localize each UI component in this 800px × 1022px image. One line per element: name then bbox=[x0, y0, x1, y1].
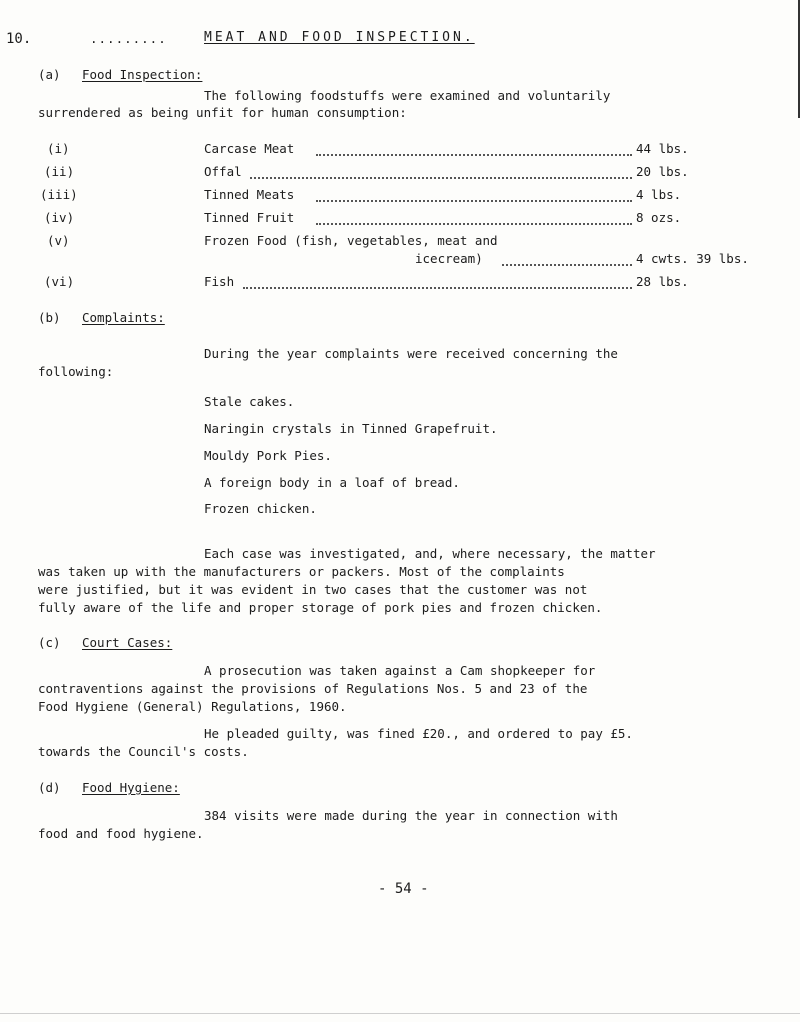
item-quantity: 20 lbs. bbox=[636, 164, 689, 179]
section-d-heading: Food Hygiene: bbox=[82, 780, 180, 795]
item-name: Fish bbox=[204, 274, 235, 289]
dot-leader bbox=[316, 223, 632, 225]
section-a-intro-2: surrendered as being unfit for human consumption: bbox=[38, 105, 407, 120]
item-name-continued: icecream) bbox=[415, 251, 483, 266]
court-paragraph-line: contraventions against the provisions of Regulations Nos. 5 and 23 of the bbox=[38, 681, 588, 696]
court-paragraph-line: A prosecution was taken against a Cam shopkeeper for bbox=[204, 663, 596, 678]
dot-leader bbox=[502, 264, 632, 266]
section-b-label: (b) bbox=[38, 310, 61, 325]
section-d-label: (d) bbox=[38, 780, 61, 795]
complaints-paragraph-line: fully aware of the life and proper storage of pork pies and frozen chicken. bbox=[38, 600, 603, 615]
item-name: Frozen Food (fish, vegetables, meat and bbox=[204, 233, 498, 248]
section-a-heading: Food Inspection: bbox=[82, 67, 203, 82]
item-number: (i) bbox=[47, 141, 70, 156]
scan-artifact-line bbox=[0, 1013, 800, 1014]
item-number: (iv) bbox=[44, 210, 75, 225]
item-quantity: 44 lbs. bbox=[636, 141, 689, 156]
item-name: Tinned Meats bbox=[204, 187, 295, 202]
complaint-item: Mouldy Pork Pies. bbox=[204, 448, 332, 463]
item-name: Tinned Fruit bbox=[204, 210, 295, 225]
dot-leader bbox=[243, 287, 632, 289]
dot-leader bbox=[316, 154, 632, 156]
complaints-paragraph-line: Each case was investigated, and, where necessary, the matter bbox=[204, 546, 656, 561]
item-name: Offal bbox=[204, 164, 242, 179]
complaint-item: Naringin crystals in Tinned Grapefruit. bbox=[204, 421, 498, 436]
section-title: MEAT AND FOOD INSPECTION. bbox=[204, 30, 475, 45]
hygiene-paragraph-line: food and food hygiene. bbox=[38, 826, 204, 841]
complaints-paragraph-line: were justified, but it was evident in two cases that the customer was not bbox=[38, 582, 588, 597]
page-number-footer: - 54 - bbox=[378, 881, 429, 897]
item-name: Carcase Meat bbox=[204, 141, 295, 156]
item-quantity: 4 lbs. bbox=[636, 187, 682, 202]
court-paragraph-line: He pleaded guilty, was fined £20., and ordered to pay £5. bbox=[204, 726, 633, 741]
dot-leader bbox=[250, 177, 632, 179]
item-number: (ii) bbox=[44, 164, 75, 179]
item-number: (v) bbox=[47, 233, 70, 248]
item-number: (vi) bbox=[44, 274, 75, 289]
item-number: (iii) bbox=[40, 187, 78, 202]
section-a-label: (a) bbox=[38, 67, 61, 82]
item-quantity: 28 lbs. bbox=[636, 274, 689, 289]
complaint-item: A foreign body in a loaf of bread. bbox=[204, 475, 460, 490]
section-c-label: (c) bbox=[38, 635, 61, 650]
page-number-top: 10. bbox=[6, 31, 32, 47]
item-quantity: 4 cwts. 39 lbs. bbox=[636, 251, 749, 266]
section-b-intro-2: following: bbox=[38, 364, 114, 379]
complaints-paragraph-line: was taken up with the manufacturers or packers. Most of the complaints bbox=[38, 564, 565, 579]
hygiene-paragraph-line: 384 visits were made during the year in connection with bbox=[204, 808, 618, 823]
dot-leader bbox=[316, 200, 632, 202]
complaint-item: Frozen chicken. bbox=[204, 501, 317, 516]
court-paragraph-line: towards the Council's costs. bbox=[38, 744, 249, 759]
complaint-item: Stale cakes. bbox=[204, 394, 295, 409]
section-b-intro-1: During the year complaints were received concerning the bbox=[204, 346, 618, 361]
section-b-heading: Complaints: bbox=[82, 310, 165, 325]
section-c-heading: Court Cases: bbox=[82, 635, 173, 650]
header-leader: ......... bbox=[90, 31, 167, 46]
section-a-intro-1: The following foodstuffs were examined and voluntarily bbox=[204, 88, 611, 103]
item-quantity: 8 ozs. bbox=[636, 210, 682, 225]
court-paragraph-line: Food Hygiene (General) Regulations, 1960. bbox=[38, 699, 347, 714]
